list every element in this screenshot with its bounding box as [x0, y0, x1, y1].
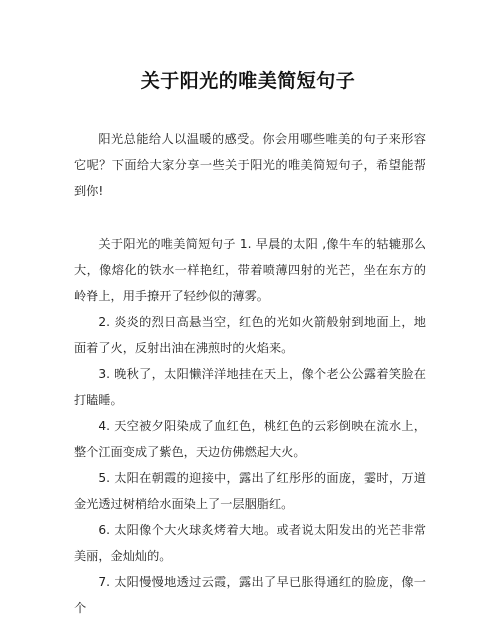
- paragraph: 6. 太阳像个大火球炙烤着大地。或者说太阳发出的光芒非常美丽，金灿灿的。: [74, 523, 426, 563]
- paragraph: 关于阳光的唯美简短句子 1. 早晨的太阳 ,像牛车的轱辘那么大，像熔化的铁水一样艳红，带着喷薄四射的光芒，坐在东方的岭脊上，用手撩开了轻纱似的薄雾。: [74, 237, 426, 303]
- paragraph: 4. 天空被夕阳染成了血红色，桃红色的云彩倒映在流水上，整个江面变成了紫色，天边仿佛燃起大火。: [74, 419, 426, 459]
- paragraph: 2. 炎炎的烈日高悬当空，红色的光如火箭般射到地面上，地面着了火，反射出油在沸煎时的火焰来。: [74, 315, 426, 355]
- article-body: [74, 126, 426, 621]
- article-title: 关于阳光的唯美简短句子: [140, 70, 356, 92]
- paragraph: 7. 太阳慢慢地透过云霞，露出了早已胀得通红的脸庞，像一个: [74, 575, 426, 615]
- paragraph: 5. 太阳在朝霞的迎接中，露出了红彤彤的面庞，霎时，万道金光透过树梢给水面染上了一层胭脂红。: [74, 471, 426, 511]
- intro-paragraph: 阳光总能给人以温暖的感受。你会用哪些唯美的句子来形容它呢？下面给大家分享一些关于阳光的唯美简短句子，希望能帮到你!: [74, 132, 426, 198]
- paragraph: 3. 晚秋了，太阳懒洋洋地挂在天上，像个老公公露着笑脸在打瞌睡。: [74, 367, 426, 407]
